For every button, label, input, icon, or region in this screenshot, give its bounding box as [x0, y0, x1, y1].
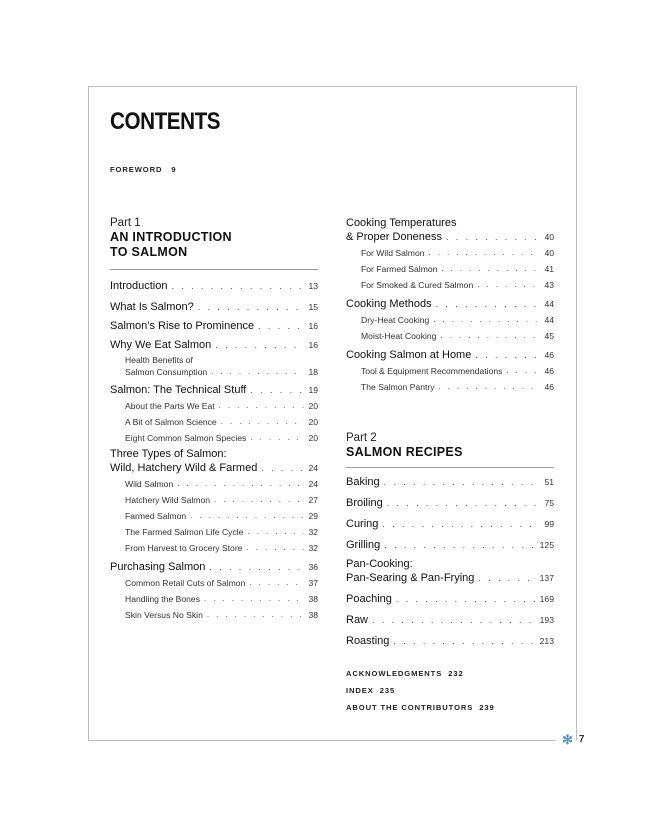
toc-subentry-retail-cuts[interactable]: Common Retail Cuts of Salmon . . . 37: [110, 577, 318, 589]
toc-entry-technical-stuff[interactable]: Salmon: The Technical Stuff . . . 19: [110, 383, 318, 397]
toc-subentry-salmon-science[interactable]: A Bit of Salmon Science . . . 20: [110, 416, 318, 428]
snowflake-icon: ✻: [562, 732, 573, 747]
toc-subentry-hatchery-wild[interactable]: Hatchery Wild Salmon . . . 27: [110, 494, 318, 506]
toc-entry-pan-cooking[interactable]: Pan-Cooking: Pan-Searing & Pan-Frying . . . 137: [346, 557, 554, 585]
toc-entry-rise-to-prominence[interactable]: Salmon’s Rise to Prominence . . . 16: [110, 319, 318, 333]
toc-subentry-parts-we-eat[interactable]: About the Parts We Eat . . . 20: [110, 400, 318, 412]
toc-entry-about-contributors[interactable]: ABOUT THE CONTRIBUTORS 239: [346, 703, 495, 712]
toc-entry-cooking-at-home[interactable]: Cooking Salmon at Home . . . 46: [346, 348, 554, 362]
toc-entry-cooking-temperatures[interactable]: Cooking Temperatures & Proper Doneness . . . 40: [346, 216, 554, 244]
toc-subentry-dry-heat[interactable]: Dry-Heat Cooking . . . 44: [346, 314, 554, 326]
toc-entry-why-we-eat-salmon[interactable]: Why We Eat Salmon . . . 16: [110, 338, 318, 352]
toc-entry-raw[interactable]: Raw . . . 193: [346, 613, 554, 627]
toc-entry-cooking-methods[interactable]: Cooking Methods . . . 44: [346, 297, 554, 311]
toc-subentry-wild-salmon[interactable]: Wild Salmon . . . 24: [110, 478, 318, 490]
toc-subentry-for-farmed[interactable]: For Farmed Salmon . . . 41: [346, 263, 554, 275]
toc-subentry-farmed-salmon[interactable]: Farmed Salmon . . . 29: [110, 510, 318, 522]
part1-title-line2: TO SALMON: [110, 245, 188, 259]
toc-subentry-tool-equipment[interactable]: Tool & Equipment Recommendations . . . 46: [346, 365, 554, 377]
toc-entry-three-types[interactable]: Three Types of Salmon: Wild, Hatchery Wild & Farmed . . . 24: [110, 447, 318, 475]
toc-subentry-harvest-to-store[interactable]: From Harvest to Grocery Store . . . 32: [110, 542, 318, 554]
left-column: [110, 216, 318, 621]
part1-label: Part 1: [110, 217, 141, 229]
toc-entry-broiling[interactable]: Broiling . . . 75: [346, 496, 554, 510]
toc-subentry-moist-heat[interactable]: Moist-Heat Cooking . . . 45: [346, 330, 554, 342]
toc-entry-roasting[interactable]: Roasting . . . 213: [346, 634, 554, 648]
toc-subentry-salmon-species[interactable]: Eight Common Salmon Species . . . 20: [110, 432, 318, 444]
page-folio: [562, 733, 584, 746]
toc-subentry-salmon-pantry[interactable]: The Salmon Pantry . . . 46: [346, 381, 554, 393]
foreword-label: FOREWORD: [110, 165, 163, 174]
part2-title: SALMON RECIPES: [346, 445, 463, 459]
toc-entry-acknowledgments[interactable]: ACKNOWLEDGMENTS 232: [346, 669, 464, 678]
foreword-page: 9: [171, 165, 177, 174]
part2-label: Part 2: [346, 432, 377, 444]
toc-entry-grilling[interactable]: Grilling . . . 125: [346, 538, 554, 552]
toc-subentry-life-cycle[interactable]: The Farmed Salmon Life Cycle . . . 32: [110, 526, 318, 538]
toc-entry-baking[interactable]: Baking . . . 51: [346, 475, 554, 489]
part2-rule: [346, 460, 554, 468]
part1-title-line1: AN INTRODUCTION: [110, 230, 232, 244]
toc-entry-purchasing-salmon[interactable]: Purchasing Salmon . . . 36: [110, 560, 318, 574]
toc-subentry-for-wild[interactable]: For Wild Salmon . . . 40: [346, 247, 554, 259]
toc-entry-index[interactable]: INDEX 235: [346, 686, 396, 695]
toc-subentry-for-smoked-cured[interactable]: For Smoked & Cured Salmon . . . 43: [346, 279, 554, 291]
toc-entry-introduction[interactable]: Introduction . . . 13: [110, 279, 318, 293]
page-number: 7: [578, 734, 585, 745]
toc-subentry-skin-vs-no-skin[interactable]: Skin Versus No Skin . . . 38: [110, 609, 318, 621]
toc-entry-what-is-salmon[interactable]: What Is Salmon? . . . 15: [110, 300, 318, 314]
right-column: [346, 216, 554, 713]
part1-rule: [110, 260, 318, 270]
toc-subentry-health-benefits[interactable]: Health Benefits of Salmon Consumption . . . 18: [110, 354, 318, 378]
foreword-entry[interactable]: [110, 165, 177, 174]
bottom-rule: [88, 740, 556, 741]
toc-entry-curing[interactable]: Curing . . . 99: [346, 517, 554, 531]
toc-entry-poaching[interactable]: Poaching . . . 169: [346, 592, 554, 606]
page-title: CONTENTS: [110, 108, 221, 135]
toc-subentry-handling-bones[interactable]: Handling the Bones . . . 38: [110, 593, 318, 605]
